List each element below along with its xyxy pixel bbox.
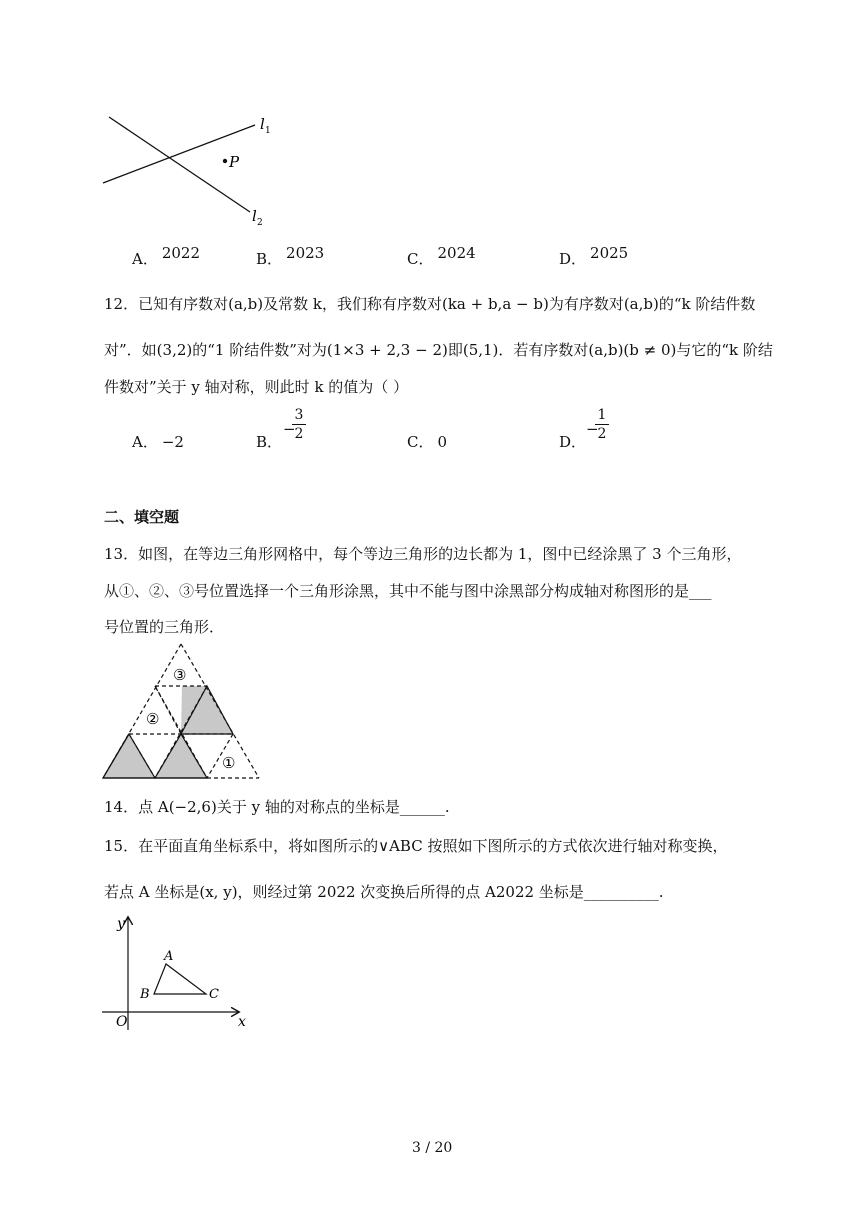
axis-label-y: y [117,916,125,932]
shaded-triangle-bottom-left [103,734,155,778]
vertex-label-a: A [164,949,174,964]
triangle-grid-figure [100,638,265,783]
origin-label: O [116,1014,128,1030]
vertex-label-b: B [140,987,150,1002]
coordinate-figure [98,912,258,1034]
grid-label-2: ② [146,710,160,728]
label-l1-sub: 1 [265,126,271,136]
q12-line-2: 对”．如(3,2)的“1 阶结件数”对为(1×3 + 2,3 − 2)即(5,1)．若有序数对(a,b)(b ≠ 0)与它的“k 阶结 [104,341,773,359]
label-l2-sub: 2 [257,218,263,228]
q12-option-a: A． −2 [132,433,184,451]
q12-line-1: 12．已知有序数对(a,b)及常数 k，我们称有序数对(ka + b,a − b)为有序数对(a,b)的“k 阶结件数 [104,295,756,313]
q12-option-c: C． 0 [407,433,448,451]
q11-option-d: D． 2025 [559,244,629,268]
q12-option-b-fraction: 3 2 [292,407,306,442]
q12-option-d-sign: − [586,420,599,438]
q12-option-b-sign: − [283,420,296,438]
point-p-dot [223,159,227,163]
lines-figure [95,105,295,230]
q15-line-1: 15．在平面直角坐标系中，将如图所示的∨ABC 按照如下图所示的方式依次进行轴对称变换， [104,837,728,855]
q12-option-b-label: B． [256,433,283,451]
axis-label-x: x [238,1014,246,1030]
q12-option-d-fraction: 1 2 [595,407,609,442]
grid-label-3: ③ [173,666,187,684]
q12-option-d-label: D． [559,433,587,451]
q13-line-3: 号位置的三角形． [104,618,225,636]
q14-text: 14．点 A(−2,6)关于 y 轴的对称点的坐标是______. [104,798,450,816]
shaded-triangle-bottom-mid [155,734,207,778]
label-l1: l [260,115,265,133]
q11-option-b: B． 2023 [256,244,325,268]
triangle-abc [154,964,206,994]
q11-option-a: A． 2022 [132,244,201,268]
section-title: 二、填空题 [104,508,180,526]
q11-option-c: C． 2024 [407,244,476,268]
q13-line-2: 从①、②、③号位置选择一个三角形涂黑，其中不能与图中涂黑部分构成轴对称图形的是___ [104,582,712,600]
grid-label-1: ① [222,754,236,772]
page-number: 3 / 20 [412,1140,453,1156]
q12-line-3: 件数对”关于 y 轴对称，则此时 k 的值为（ ） [104,378,409,396]
vertex-label-c: C [209,987,219,1002]
point-p-label: P [229,153,240,171]
q13-line-1: 13．如图，在等边三角形网格中，每个等边三角形的边长都为 1，图中已经涂黑了 3 个三角形， [104,545,742,563]
q15-line-2: 若点 A 坐标是(x, y)，则经过第 2022 次变换后所得的点 A2022 坐标是__________. [104,883,664,901]
label-l2: l [252,207,257,225]
